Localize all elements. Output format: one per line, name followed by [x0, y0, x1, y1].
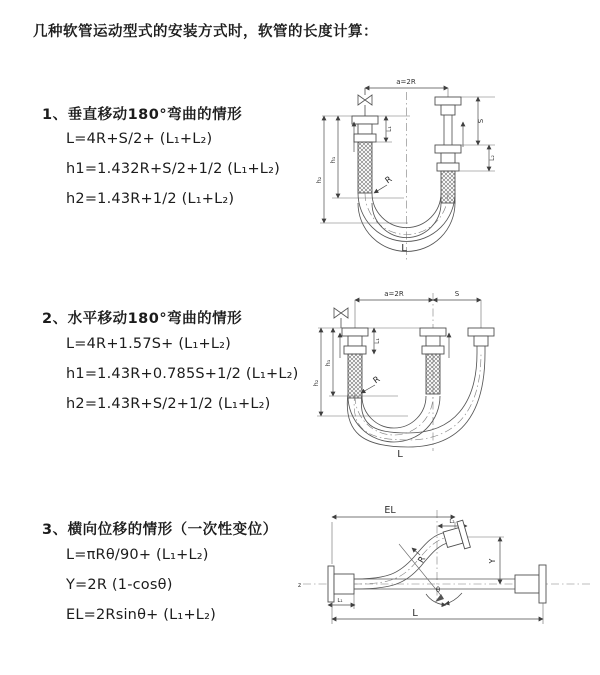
dimension-EL [332, 505, 455, 564]
label-a2r: a=2R [384, 290, 404, 298]
label-l2: L₂ [489, 155, 496, 161]
dimension-S [433, 290, 481, 300]
section1-formula-L: L=4R+S/2+ (L₁+L₂) [66, 131, 213, 147]
section2-formula-h1: h1=1.43R+0.785S+1/2 (L₁+L₂) [66, 366, 299, 382]
label-l1: L₁ [337, 598, 343, 604]
fitting-right-displaced [468, 328, 494, 353]
section1-formula-h2: h2=1.43R+1/2 (L₁+L₂) [66, 191, 235, 207]
page-title: 几种软管运动型式的安装方式时，软管的长度计算： [33, 24, 378, 40]
section1-formula-h1: h1=1.432R+S/2+1/2 (L₁+L₂) [66, 161, 280, 177]
flange-displaced [442, 520, 471, 553]
label-l2: L₂ [449, 519, 455, 525]
diagram-lateral-displacement [295, 498, 600, 650]
dimension-L [332, 602, 543, 624]
dimension-L1 [374, 328, 381, 354]
label-l-total: L [397, 449, 403, 460]
label-h1: h₁ [329, 156, 337, 164]
angle-vertex-mark [435, 594, 444, 602]
label-l-total: L [401, 243, 407, 254]
hose-u-displaced [347, 353, 485, 447]
label-l1: L₁ [386, 126, 393, 132]
dimension-Y [467, 537, 504, 584]
flange-left [328, 566, 354, 602]
label-el: EL [384, 505, 396, 516]
fitting-right-two-positions [435, 97, 463, 203]
section3-heading: 3、横向位移的情形（一次性变位） [42, 522, 278, 538]
label-h2: h₂ [312, 379, 320, 387]
section2-heading: 2、水平移动180°弯曲的情形 [42, 311, 243, 327]
radius-callout [361, 375, 382, 393]
label-r: R [371, 374, 383, 387]
label-s: S [454, 290, 460, 298]
label-h1: h₁ [324, 359, 332, 367]
label-s: S [477, 118, 485, 124]
dimension-S [461, 97, 495, 145]
section2-formula-L: L=4R+1.57S+ (L₁+L₂) [66, 336, 231, 352]
centerline-mark: z [298, 582, 302, 589]
fitting-left [340, 328, 368, 398]
radius-callout [374, 175, 394, 193]
section1-heading: 1、垂直移动180°弯曲的情形 [42, 107, 243, 123]
label-a2r: a=2R [396, 78, 416, 86]
valve-icon [358, 88, 372, 116]
fitting-middle [420, 328, 449, 394]
section3-formula-L: L=πRθ/90+ (L₁+L₂) [66, 547, 209, 563]
fitting-left [352, 116, 378, 193]
label-r: R [416, 554, 429, 566]
label-y: Y [488, 558, 497, 564]
diagram-horizontal-180-bend [308, 283, 600, 463]
label-theta: θ [435, 586, 441, 594]
label-h2: h₂ [315, 176, 323, 184]
label-r: R [383, 174, 395, 187]
diagram-vertical-180-bend [308, 68, 593, 268]
section2-formula-h2: h2=1.43R+S/2+1/2 (L₁+L₂) [66, 396, 271, 412]
valve-icon [334, 308, 348, 328]
hose-displaced-s-curve [354, 532, 451, 589]
section3-formula-EL: EL=2Rsinθ+ (L₁+L₂) [66, 607, 216, 623]
label-l1: L₁ [374, 338, 381, 344]
label-l-total: L [412, 608, 418, 619]
dimension-a2r [355, 290, 481, 328]
section3-formula-Y: Y=2R (1-cosθ) [66, 577, 173, 593]
